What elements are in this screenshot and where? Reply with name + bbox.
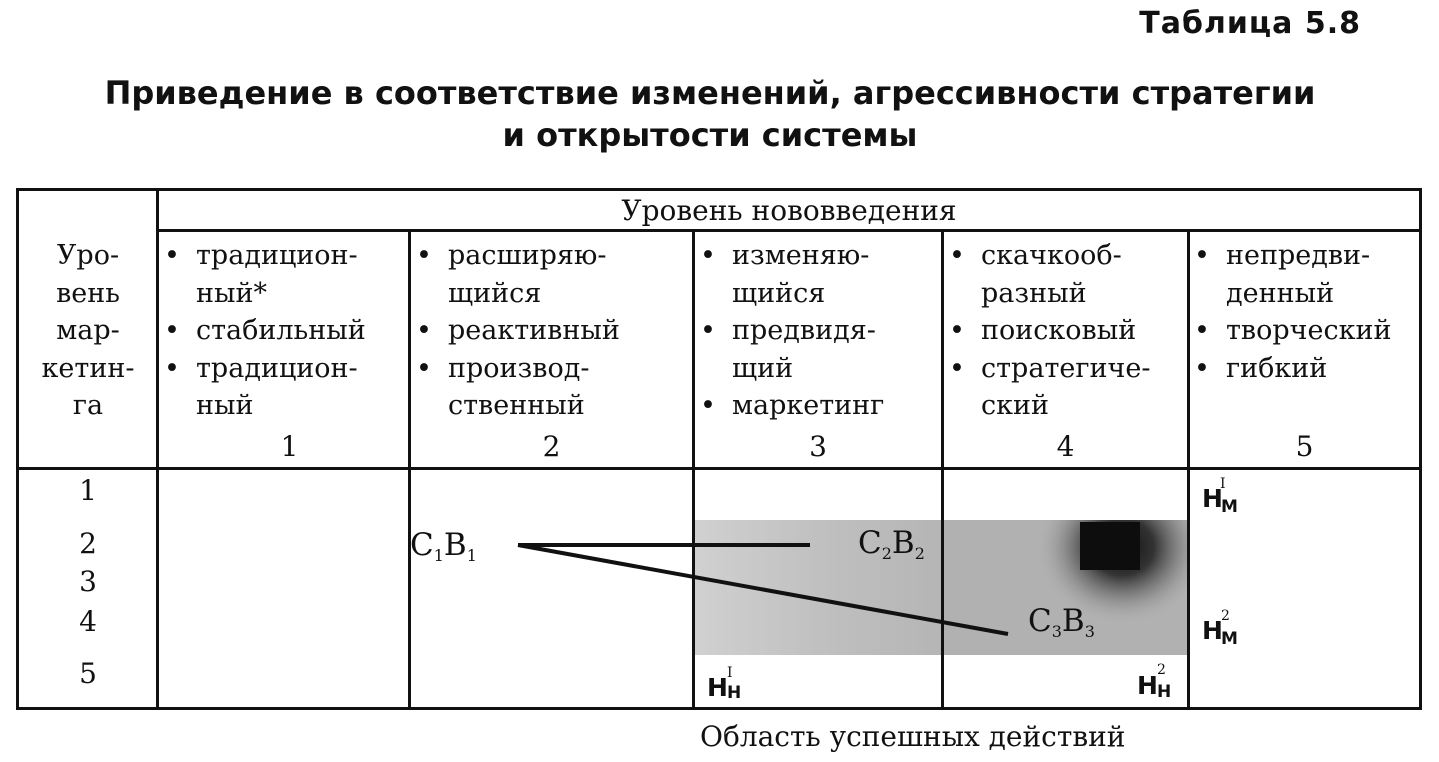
line-c1b1-c3b3 [518,545,1008,634]
bullet-icon: • [416,315,432,346]
bullet-icon: • [1194,240,1210,271]
point-c1b1: $C_1B_1$ [410,527,477,565]
column-5-line-text: непредви- [1226,240,1371,271]
bullet-icon: • [1194,352,1210,384]
bullet-icon: • [700,240,716,271]
table-label: Таблица 5.8 [1139,6,1361,41]
bullet-icon: • [949,240,965,271]
column-number-2: 2 [542,430,561,463]
title-line-2: и открытости системы [502,116,918,154]
bound-hh2: H 2 H [1137,662,1172,702]
success-area-caption: Область успешных действий [700,720,1126,753]
bullet-icon: • [1194,315,1210,346]
row-number-4: 4 [79,605,97,638]
bound-hh1: H I H [707,665,742,703]
column-2-line-text: щийся [448,277,542,309]
row-header-line: Уро- [56,240,120,271]
column-5-line-text: гибкий [1226,352,1328,384]
column-1-line-text: ный [196,390,254,421]
column-1-line-text: стабильный [196,315,366,346]
row-number-5: 5 [79,657,97,690]
column-1-line-text: ный* [196,277,267,309]
bullet-icon: • [416,240,432,271]
bullet-icon: • [164,240,180,271]
column-4-line-text: стратегиче- [981,352,1151,384]
row-number-1: 1 [79,474,97,507]
column-group-header: Уровень нововведения [621,194,957,227]
bullet-icon: • [700,315,716,346]
column-5-line-text: денный [1226,277,1335,309]
column-4-line-text: скачкооб- [981,240,1122,271]
column-2-line-text: реактивный [448,315,620,346]
row-number-3: 3 [79,565,97,598]
bullet-icon: • [164,352,180,384]
column-5-line-text: творческий [1226,315,1392,346]
column-4-line-text: поисковый [981,315,1137,346]
row-number-2: 2 [79,527,97,560]
column-3-line-text: щийся [732,277,826,309]
column-3-line-text: маркетинг [732,390,885,421]
bullet-icon: • [949,315,965,346]
column-4-line-text: ский [981,390,1049,421]
column-number-5: 5 [1295,430,1314,463]
point-c2b2: $C_2B_2$ [858,525,925,563]
row-header-line: мар- [56,315,120,346]
bound-hm2: H 2 M [1202,608,1238,649]
bullet-icon: • [416,352,432,384]
column-number-1: 1 [280,430,299,463]
column-3-line-text: изменяю- [732,240,870,271]
column-number-3: 3 [809,430,827,463]
title-line-1: Приведение в соответствие изменений, агрессивности стратегии [104,74,1316,112]
bound-hm1: H I M [1202,476,1238,517]
column-2-line-text: производ- [448,352,590,384]
column-2-line-text: расширяю- [448,240,607,271]
bullet-icon: • [164,315,180,346]
row-header-line: вень [56,277,120,309]
bullet-icon: • [700,390,716,421]
column-4-line-text: разный [981,277,1087,309]
column-3-line-text: предвидя- [732,315,876,346]
bullet-icon: • [949,352,965,384]
row-header-line: га [72,390,104,421]
column-number-4: 4 [1056,430,1075,463]
column-1-line-text: традицион- [196,240,358,271]
column-3-line-text: щий [732,352,794,384]
row-header-line: кетин- [41,352,135,384]
column-2-line-text: ственный [448,390,585,421]
point-c3b3: $C_3B_3$ [1028,603,1095,641]
column-1-line-text: традицион- [196,352,358,384]
